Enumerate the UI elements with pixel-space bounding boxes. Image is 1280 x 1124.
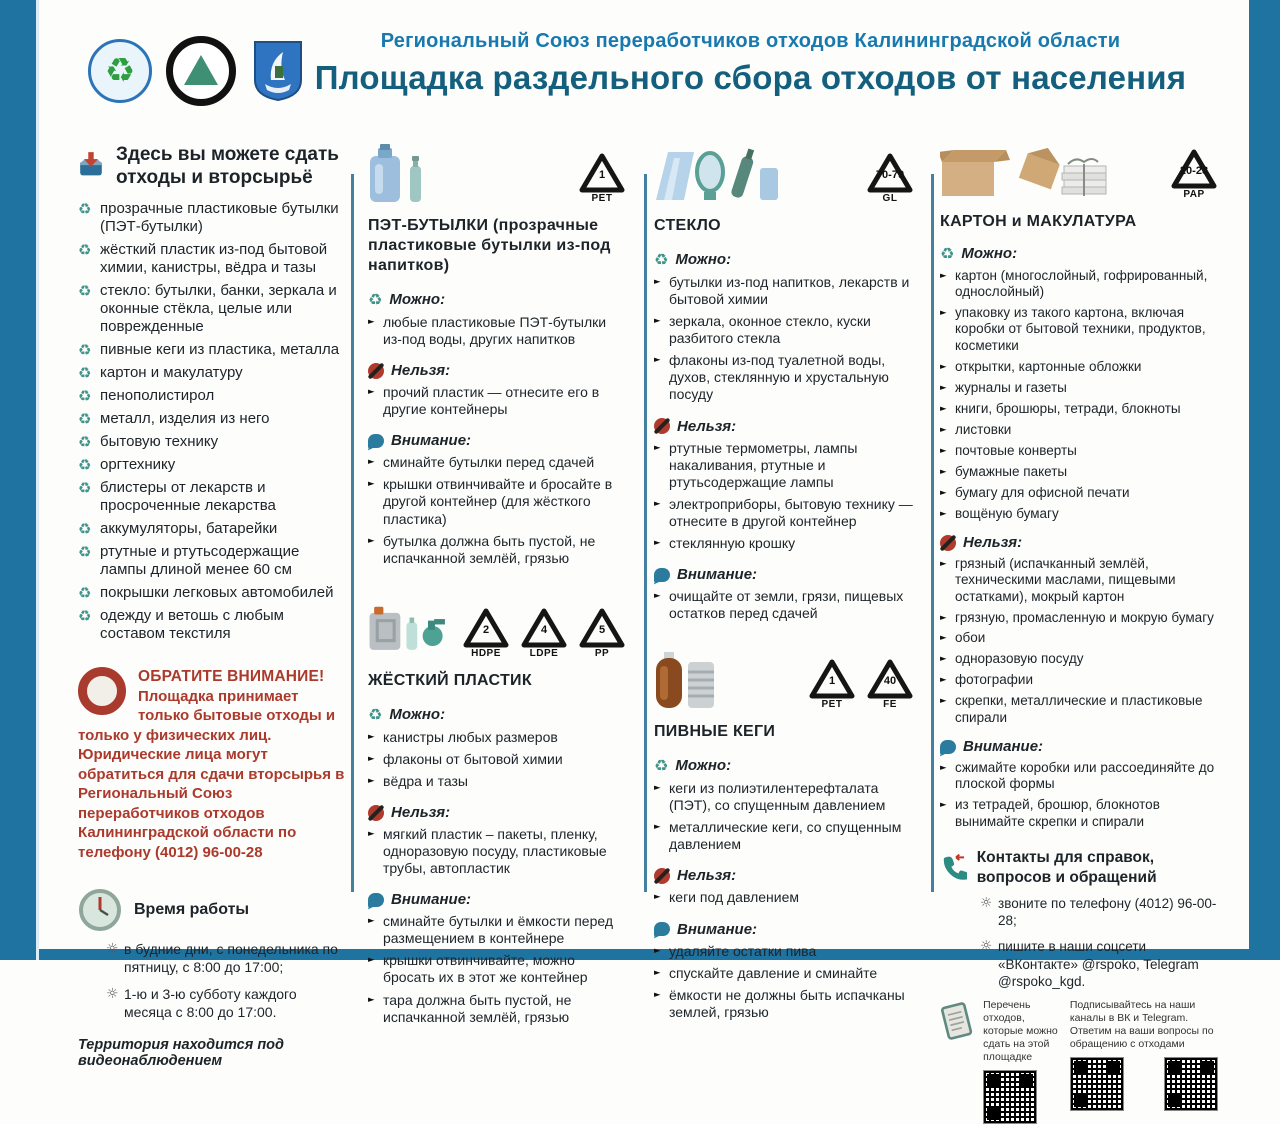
list-item: ♻ металл, изделия из него <box>78 410 346 428</box>
list-item: ► ртутные термометры, лампы накаливания, ртутные и ртутьсодержащие лампы <box>654 440 914 491</box>
clipboard-icon <box>940 999 973 1043</box>
attention-list <box>368 454 626 566</box>
list-item: ► кеги под давлением <box>654 889 914 906</box>
speech-bubble-icon <box>368 893 384 907</box>
list-item: ♻ жёсткий пластик из-под бытовой химии, канистры, вёдра и тазы <box>78 241 346 277</box>
attention-list <box>654 943 914 1021</box>
cctv-footnote: Территория находится под видеонаблюдением <box>78 1036 284 1069</box>
list-item: ♻ стекло: бутылки, банки, зеркала и оконные стёкла, целые или поврежденные <box>78 282 346 336</box>
list-item: ► удаляйте остатки пива <box>654 943 914 960</box>
contacts-block <box>940 846 1218 1124</box>
list-item: ► флаконы из-под туалетной воды, духов, стеклянную и хрустальную посуду <box>654 352 914 403</box>
intro-title: Здесь вы можете сдать отходы и вторсырьё <box>115 144 339 188</box>
qr-code-waste-list <box>983 1070 1037 1124</box>
recycling-globe-logo: ♻ <box>88 39 152 103</box>
section-title: ЖЁСТКИЙ ПЛАСТИК <box>368 671 532 689</box>
schedule-item: ☼ 1-ю и 3-ю субботу каждого месяца с 8:00 до 17:00. <box>106 985 346 1021</box>
list-item: ♻ картон и макулатуру <box>78 364 346 382</box>
list-item: ► одноразовую посуду <box>940 651 1218 667</box>
list-item: ♻ аккумуляторы, батарейки <box>78 520 346 538</box>
poster-border-right <box>1249 0 1280 960</box>
qr-code-vk <box>1070 1057 1124 1111</box>
notice-block <box>78 665 346 863</box>
list-item: ► сминайте бутылки перед сдачей <box>368 454 626 471</box>
notice-text: Площадка принимает только бытовые отходы и только у физических лиц. Юридические лица могут обратиться для сдачи вторсырья в Региональный Союз переработчиков отходов Калининградской области по телефону (4012) 96-00-28 <box>78 687 345 861</box>
list-item: ► бумагу для офисной печати <box>940 485 1218 501</box>
can-list <box>368 314 626 348</box>
recycling-code-mark: 70-79 GL <box>866 153 914 204</box>
recycle-icon: ♻ <box>368 290 383 309</box>
section-title: СТЕКЛО <box>654 217 721 234</box>
border-accent-stripe <box>36 0 39 960</box>
speech-bubble-icon <box>654 922 670 936</box>
can-list <box>654 780 914 853</box>
list-item: ► зеркала, оконное стекло, куски разбитого стекла <box>654 313 914 347</box>
list-item: ► картон (многослойный, гофрированный, однослойный) <box>940 268 1218 301</box>
list-item: ► любые пластиковые ПЭТ-бутылки из-под воды, других напитков <box>368 314 626 348</box>
recycling-code-mark: 40 FE <box>866 659 914 710</box>
list-item: ► бутылки из-под напитков, лекарств и бытовой химии <box>654 274 914 308</box>
prohibited-icon <box>368 805 384 821</box>
schedule-block <box>78 888 346 1069</box>
attention-list <box>368 913 626 1025</box>
qr-caption-waste-list: Перечень отходов, которые можно сдать на этой площадке <box>983 998 1058 1064</box>
list-item: ♻ бытовую технику <box>78 433 346 451</box>
list-item: ► фотографии <box>940 672 1218 688</box>
notice-title: ОБРАТИТЕ ВНИМАНИЕ! <box>138 667 325 685</box>
list-item: ► бумажные пакеты <box>940 464 1218 480</box>
attention-label: Внимание: <box>368 432 626 449</box>
organization-name: Региональный Союз переработчиков отходов Калининградской области <box>380 30 1121 52</box>
speech-bubble-icon <box>940 740 956 754</box>
list-item: ► спускайте давление и сминайте <box>654 965 914 982</box>
contact-item: ☼ звоните по телефону (4012) 96-00-28; <box>980 895 1218 930</box>
beer-kegs-icon <box>654 646 718 710</box>
cannot-list <box>368 826 626 877</box>
list-item: ♻ прозрачные пластиковые бутылки (ПЭТ-бутылки) <box>78 200 346 236</box>
cannot-list <box>654 440 914 552</box>
column-cardboard <box>940 136 1218 1124</box>
recycle-icon: ♻ <box>940 244 955 263</box>
list-item: ► крышки отвинчивайте, можно бросать их в этот же контейнер <box>368 952 626 986</box>
speech-bubble-icon <box>368 434 384 448</box>
prohibited-icon <box>654 868 670 884</box>
list-item: ► журналы и газеты <box>940 380 1218 396</box>
recycling-codes <box>462 608 626 659</box>
list-item: ♻ пивные кеги из пластика, металла <box>78 341 346 359</box>
list-item: ► бутылка должна быть пустой, не испачканной землёй, грязью <box>368 533 626 567</box>
pet-bottles-icon <box>368 142 434 204</box>
cannot-label: Нельзя: <box>940 534 1218 551</box>
page-title: Площадка раздельного сбора отходов от населения <box>314 59 1187 96</box>
hard-plastic-icon <box>368 593 448 659</box>
list-item: ♻ ртутные и ртутьсодержащие лампы длиной менее 60 см <box>78 543 346 579</box>
contacts-title: Контакты для справок, вопросов и обращений <box>976 849 1157 886</box>
list-item: ► листовки <box>940 422 1218 438</box>
column-divider <box>644 174 647 892</box>
attention-label: Внимание: <box>654 566 914 583</box>
attention-label: Внимание: <box>654 921 914 938</box>
prohibited-icon <box>368 363 384 379</box>
prohibited-icon <box>654 418 670 434</box>
list-item: ► обои <box>940 630 1218 646</box>
contacts-list <box>940 895 1218 991</box>
list-item: ► вёдра и тазы <box>368 773 626 790</box>
section-title: КАРТОН и МАКУЛАТУРА <box>940 213 1137 230</box>
list-item: ► металлические кеги, со спущенным давлением <box>654 819 914 853</box>
list-item: ► скрепки, металлические и пластиковые спирали <box>940 693 1218 726</box>
list-item: ► из тетрадей, брошюр, блокнотов вынимайте скрепки и спирали <box>940 797 1218 830</box>
list-item: ► открытки, картонные обложки <box>940 359 1218 375</box>
list-item: ► вощёную бумагу <box>940 506 1218 522</box>
attention-list <box>654 588 914 622</box>
accepted-waste-list <box>78 200 346 643</box>
attention-label: Внимание: <box>940 738 1218 755</box>
delta-certification-logo <box>166 36 236 106</box>
section-title: ПИВНЫЕ КЕГИ <box>654 723 776 741</box>
qr-code-telegram <box>1164 1057 1218 1111</box>
list-item: ► почтовые конверты <box>940 443 1218 459</box>
list-item: ♻ блистеры от лекарств и просроченные лекарства <box>78 479 346 515</box>
recycle-icon: ♻ <box>368 704 383 724</box>
can-label: ♻ Можно: <box>654 250 732 269</box>
list-item: ► крышки отвинчивайте и бросайте в другой контейнер (для жёсткого пластика) <box>368 476 626 527</box>
schedule-list <box>78 940 346 1021</box>
column-divider <box>351 174 354 892</box>
list-item: ♻ покрышки легковых автомобилей <box>78 584 346 602</box>
list-item: ► канистры любых размеров <box>368 729 626 746</box>
column-plastics <box>368 140 626 1031</box>
can-label: ♻ Можно: <box>368 704 446 724</box>
cannot-list <box>654 889 914 906</box>
prohibited-icon <box>940 535 956 551</box>
cannot-list <box>940 556 1218 727</box>
list-item: ► сминайте бутылки и ёмкости перед размещением в контейнере <box>368 913 626 947</box>
list-item: ► кеги из полиэтилентерефталата (ПЭТ), со спущенным давлением <box>654 780 914 814</box>
cardboard-paper-icon <box>940 140 1110 200</box>
recycle-icon: ♻ <box>654 250 669 269</box>
list-item: ► упаковку из такого картона, включая коробки от бытовой техники, продуктов, косметики <box>940 305 1218 354</box>
column-divider <box>931 174 934 892</box>
cannot-label: Нельзя: <box>368 362 626 379</box>
list-item: ♻ одежду и ветошь с любым составом текстиля <box>78 607 346 643</box>
cannot-label: Нельзя: <box>654 418 914 435</box>
list-item: ► флаконы от бытовой химии <box>368 751 626 768</box>
contact-item: ☼ пишите в наши соцсети «ВКонтакте» @rspoko, Telegram @rspoko_kgd. <box>980 938 1218 991</box>
recycling-code-mark: 2 HDPE <box>462 608 510 659</box>
can-label: ♻ Можно: <box>654 756 732 776</box>
dropoff-box-icon <box>78 140 104 188</box>
poster-border-left <box>0 0 36 960</box>
cannot-label: Нельзя: <box>654 867 914 884</box>
poster-header <box>288 30 1213 97</box>
schedule-item: ☼ в будние дни, с понедельника по пятницу, с 8:00 до 17:00; <box>106 940 346 976</box>
attention-label: Внимание: <box>368 891 626 908</box>
recycling-code-mark: 5 PP <box>578 608 626 659</box>
can-label: ♻ Можно: <box>940 244 1018 263</box>
list-item: ► сжимайте коробки или рассоединяйте до плоской формы <box>940 760 1218 793</box>
list-item: ► тара должна быть пустой, не испачканной землёй, грязью <box>368 992 626 1026</box>
list-item: ♻ пенополистирол <box>78 387 346 405</box>
recycling-code-mark: 1 PET <box>808 659 856 710</box>
can-list <box>368 729 626 790</box>
alert-circle-icon <box>78 667 126 715</box>
schedule-title: Время работы <box>134 901 250 919</box>
recycling-code-mark: 20-23 PAP <box>1170 149 1218 200</box>
column-accepted-waste <box>78 140 346 1069</box>
clock-icon <box>78 888 122 932</box>
section-title: ПЭТ-БУТЫЛКИ (прозрачные пластиковые бутылки из-под напитков) <box>368 217 611 274</box>
list-item: ► грязную, промасленную и мокрую бумагу <box>940 610 1218 626</box>
qr-caption-socials: Подписывайтесь на наши каналы в ВК и Telegram. Ответим на ваши вопросы по обращению с отходами <box>1069 998 1214 1051</box>
list-item: ► книги, брошюры, тетради, блокноты <box>940 401 1218 417</box>
list-item: ► мягкий пластик – пакеты, пленку, одноразовую посуду, пластиковые трубы, автопластик <box>368 826 626 877</box>
list-item: ► ёмкости не должны быть испачканы землей, грязью <box>654 987 914 1021</box>
recycling-code-mark: 1 PET <box>578 153 626 204</box>
recycle-icon: ♻ <box>654 756 669 776</box>
cannot-list <box>368 384 626 418</box>
can-list <box>940 268 1218 523</box>
list-item: ► прочий пластик — отнесите его в другие контейнеры <box>368 384 626 418</box>
cannot-label: Нельзя: <box>368 804 626 821</box>
recycling-code-mark: 4 LDPE <box>520 608 568 659</box>
list-item: ► стеклянную крошку <box>654 535 914 552</box>
recycling-codes <box>578 153 626 204</box>
attention-list <box>940 760 1218 830</box>
glass-items-icon <box>654 144 782 204</box>
list-item: ► очищайте от земли, грязи, пищевых остатков перед сдачей <box>654 588 914 622</box>
speech-bubble-icon <box>654 568 670 582</box>
can-label: ♻ Можно: <box>368 290 446 309</box>
logo-row <box>88 36 306 106</box>
list-item: ♻ оргтехнику <box>78 456 346 474</box>
can-list <box>654 274 914 404</box>
column-glass-kegs <box>654 140 914 1026</box>
list-item: ► электроприборы, бытовую технику — отнесите в другой контейнер <box>654 496 914 530</box>
list-item: ► грязный (испачканный землёй, техническими маслами, пищевыми остатками), мокрый картон <box>940 556 1218 605</box>
recycling-codes <box>1170 149 1218 200</box>
phone-icon <box>940 846 967 886</box>
recycling-codes <box>808 659 914 710</box>
recycling-codes <box>866 153 914 204</box>
